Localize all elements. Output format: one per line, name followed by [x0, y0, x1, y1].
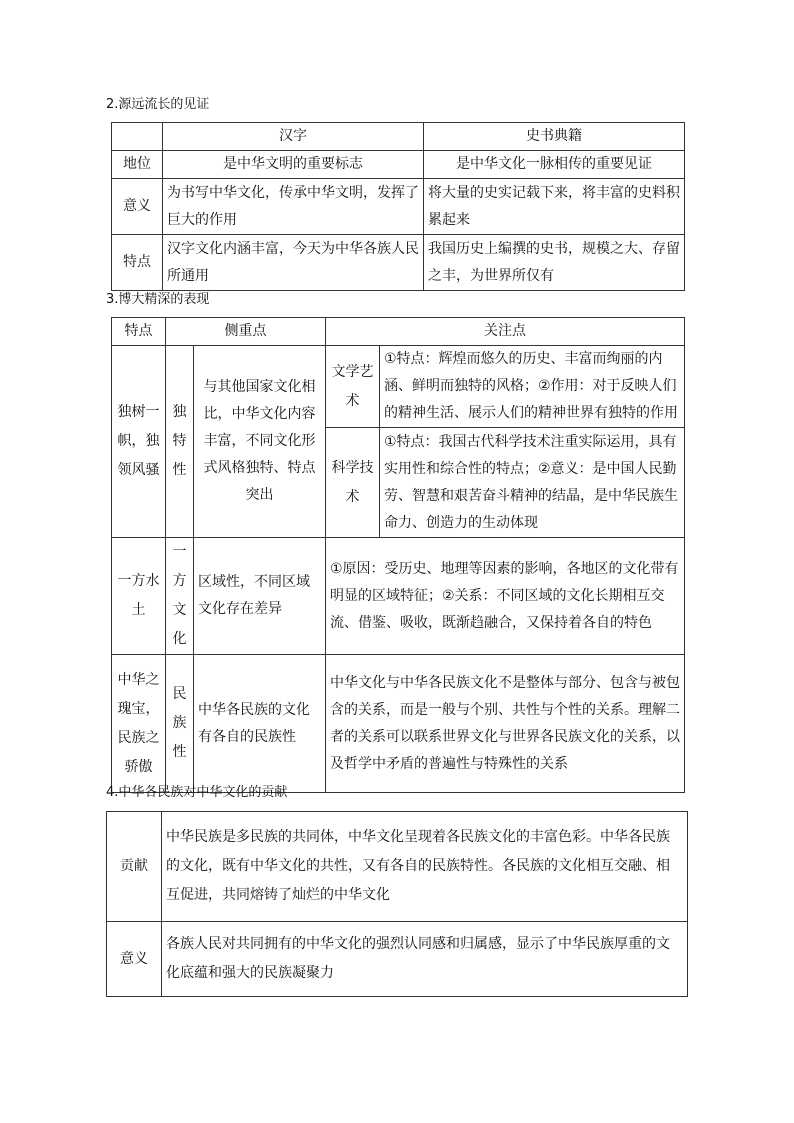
table-row: [112, 179, 685, 235]
hanzi-cell: 是中华文明的重要标志: [163, 151, 424, 179]
table-row: [107, 922, 688, 997]
row-label: 贡献: [107, 812, 162, 922]
row-text: 各族人民对共同拥有的中华文化的强烈认同感和归属感，显示了中华民族厚重的文化底蕴和强大的民族凝聚力: [162, 922, 688, 997]
header-cell-empty: [112, 123, 163, 151]
concern-cell: 中华文化与中华各民族文化不是整体与部分、包含与被包含的关系，而是一般与个别、共性与个性的关系。理解二者的关系可以联系世界文化与世界各民族文化的关系，以及哲学中矛盾的普遍性与特殊性的关系: [326, 655, 685, 793]
section-3-heading: 3.博大精深的表现: [106, 292, 210, 307]
section-4-heading: 4.中华各民族对中华文化的贡献: [106, 785, 288, 800]
table-row: [112, 235, 685, 291]
feature-cell: 一方水土: [112, 538, 166, 655]
sub-label-literature-art: 文学艺术: [326, 346, 380, 428]
sub-text-science-tech: ①特点：我国古代科学技术注重实际运用，具有实用性和综合性的特点；②意义：是中国人民勤劳、智慧和艰苦奋斗精神的结晶，是中华民族生命力、创造力的生动体现: [380, 428, 685, 538]
focus-cell: 民族性: [166, 655, 194, 793]
row-label: 地位: [112, 151, 163, 179]
table-header-row: [112, 318, 685, 346]
header-cell-hanzi: 汉字: [163, 123, 424, 151]
table-row: [112, 346, 685, 428]
table-header-row: [112, 123, 685, 151]
desc-cell: 与其他国家文化相比，中华文化内容丰富，不同文化形式风格独特、特点突出: [194, 346, 326, 538]
row-label: 意义: [112, 179, 163, 235]
shishu-cell: 我国历史上编撰的史书，规模之大、存留之丰，为世界所仅有: [424, 235, 685, 291]
row-label: 意义: [107, 922, 162, 997]
shishu-cell: 是中华文化一脉相传的重要见证: [424, 151, 685, 179]
header-concern: 关注点: [326, 318, 685, 346]
header-focus: 侧重点: [166, 318, 326, 346]
section-2-heading: 2.源远流长的见证: [106, 97, 210, 112]
focus-cell: 一方文化: [166, 538, 194, 655]
profound-table: [111, 317, 685, 793]
row-text: 中华民族是多民族的共同体，中华文化呈现着各民族文化的丰富色彩。中华各民族的文化，既有中华文化的共性，又有各自的民族特性。各民族的文化相互交融、相互促进，共同熔铸了灿烂的中华文化: [162, 812, 688, 922]
desc-cell: 中华各民族的文化有各自的民族性: [194, 655, 326, 793]
focus-cell: 独特性: [166, 346, 194, 538]
feature-cell: 中华之瑰宝，民族之骄傲: [112, 655, 166, 793]
shishu-cell: 将大量的史实记载下来，将丰富的史料积累起来: [424, 179, 685, 235]
hanzi-cell: 为书写中华文化，传承中华文明，发挥了巨大的作用: [163, 179, 424, 235]
sub-label-science-tech: 科学技术: [326, 428, 380, 538]
contribution-table: [106, 811, 688, 997]
header-feature: 特点: [112, 318, 166, 346]
hanzi-cell: 汉字文化内涵丰富，今天为中华各族人民所通用: [163, 235, 424, 291]
history-witness-table: [111, 122, 685, 291]
desc-cell: 区域性，不同区域文化存在差异: [194, 538, 326, 655]
sub-text-literature-art: ①特点：辉煌而悠久的历史、丰富而绚丽的内涵、鲜明而独特的风格；②作用：对于反映人们的精神生活、展示人们的精神世界有独特的作用: [380, 346, 685, 428]
table-row: [112, 655, 685, 793]
header-cell-shishu: 史书典籍: [424, 123, 685, 151]
row-label: 特点: [112, 235, 163, 291]
table-row: [112, 538, 685, 655]
concern-cell: ①原因：受历史、地理等因素的影响，各地区的文化带有明显的区域特征；②关系：不同区域的文化长期相互交流、借鉴、吸收，既渐趋融合，又保持着各自的特色: [326, 538, 685, 655]
feature-cell: 独树一帜，独领风骚: [112, 346, 166, 538]
table-row: [107, 812, 688, 922]
table-row: [112, 151, 685, 179]
